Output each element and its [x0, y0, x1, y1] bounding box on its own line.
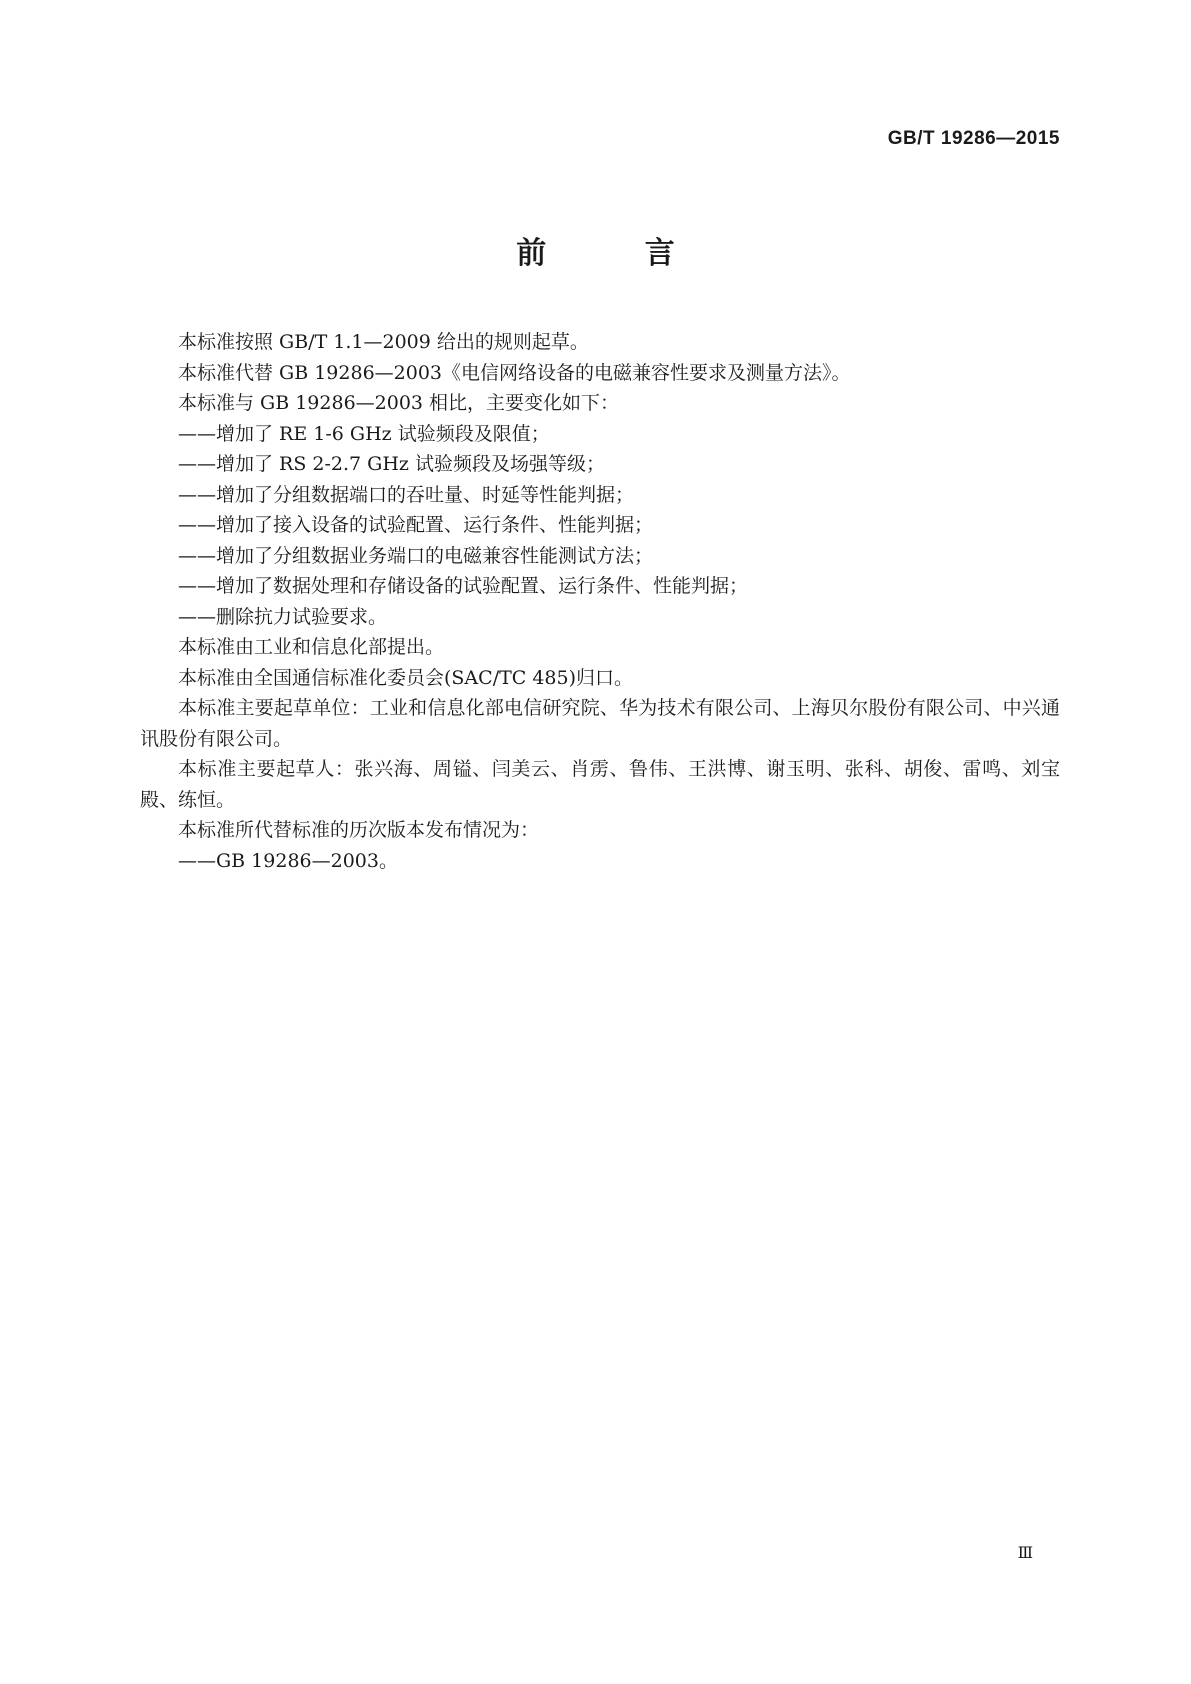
page-number: Ⅲ: [1017, 1543, 1033, 1562]
paragraph: 本标准所代替标准的历次版本发布情况为：: [178, 819, 540, 841]
list-item: ——增加了 RE 1-6 GHz 试验频段及限值；: [178, 422, 550, 445]
page-title: 前 言: [516, 236, 719, 271]
list-item: ——增加了分组数据端口的吞吐量、时延等性能判据；: [178, 483, 635, 506]
paragraph: 本标准主要起草单位：工业和信息化部电信研究院、华为技术有限公司、上海贝尔股份有限公司、中兴通讯股份有限公司。: [140, 697, 1060, 750]
paragraph: 本标准代替 GB 19286—2003《电信网络设备的电磁兼容性要求及测量方法》。: [178, 361, 851, 384]
document-body: [140, 327, 1060, 876]
paragraph: 本标准按照 GB/T 1.1—2009 给出的规则起草。: [178, 331, 589, 353]
standard-number: GB/T 19286—2015: [887, 128, 1060, 149]
list-item: ——增加了 RS 2-2.7 GHz 试验频段及场强等级；: [178, 453, 605, 475]
paragraph: 本标准主要起草人：张兴海、周镒、闫美云、肖雳、鲁伟、王洪博、谢玉明、张科、胡俊、雷鸣、刘宝殿、练恒。: [140, 758, 1060, 811]
list-item: ——增加了数据处理和存储设备的试验配置、运行条件、性能判据；: [178, 575, 749, 597]
list-item: ——增加了接入设备的试验配置、运行条件、性能判据；: [178, 514, 654, 536]
list-item: ——增加了分组数据业务端口的电磁兼容性能测试方法；: [178, 544, 654, 567]
paragraph: 本标准与 GB 19286—2003 相比，主要变化如下：: [178, 392, 620, 414]
list-item: ——删除抗力试验要求。: [178, 605, 388, 628]
list-item: ——GB 19286—2003。: [178, 849, 398, 872]
paragraph: 本标准由工业和信息化部提出。: [178, 636, 445, 658]
paragraph: 本标准由全国通信标准化委员会(SAC/TC 485)归口。: [178, 666, 634, 689]
